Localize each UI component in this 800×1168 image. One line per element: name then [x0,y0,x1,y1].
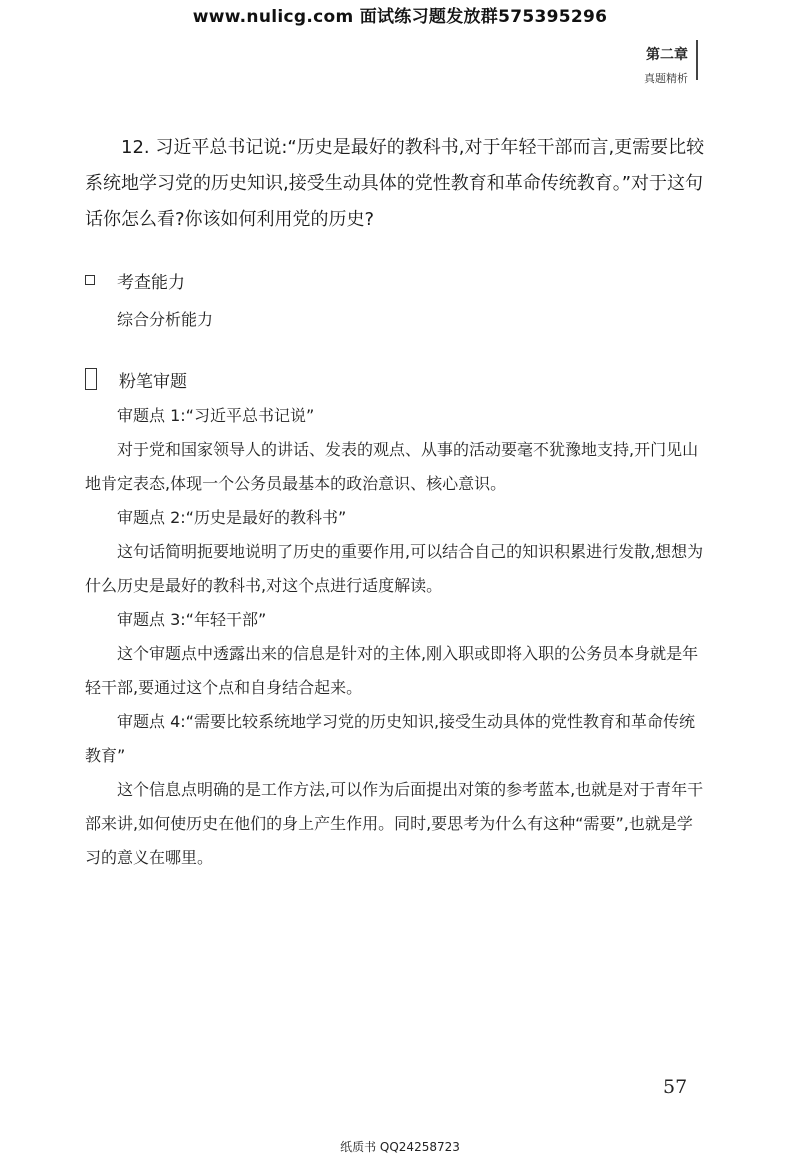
ability-heading: 考查能力 [117,272,185,293]
review-text-1: 对于党和国家领导人的讲话、发表的观点、从事的活动要毫不犹豫地支持,开门见山地肯定表态,体现一个公务员最基本的政治意识、核心意识。 [85,440,699,493]
review-heading-row [85,365,705,393]
page-number: 57 [663,1076,688,1098]
chapter-subtitle: 真题精析 [644,72,688,85]
watermark-header: www.nulicg.com 面试练习题发放群575395296 [192,7,608,27]
review-point-4: 审题点 4:“需要比较系统地学习党的历史知识,接受生动具体的党性教育和革命传统教育” [85,712,696,765]
chapter-title: 第二章 [646,47,688,63]
question-text: 12. 习近平总书记说:“历史是最好的教科书,对于年轻干部而言,更需要比较系统地学习党的历史知识,接受生动具体的党性教育和革命传统教育。”对于这句话你怎么看?你该如何利用党的历史? [85,137,705,230]
chapter-divider [696,40,698,80]
footer-note: 纸质书 QQ24258723 [340,1140,460,1154]
ability-text: 综合分析能力 [117,310,214,329]
review-body [85,399,705,875]
review-text-4: 这个信息点明确的是工作方法,可以作为后面提出对策的参考蓝本,也就是对于青年干部来讲,如何使历史在他们的身上产生作用。同时,要思考为什么有这种“需要”,也就是学习的意义在哪里。 [85,780,704,867]
pencil-icon [85,368,97,390]
review-point-2: 审题点 2:“历史是最好的教科书” [117,508,347,527]
review-text-3: 这个审题点中透露出来的信息是针对的主体,刚入职或即将入职的公务员本身就是年轻干部,要通过这个点和自身结合起来。 [85,644,699,697]
ability-section [85,266,705,334]
bookmark-icon [85,275,95,285]
review-heading: 粉笔审题 [119,371,187,392]
review-section [85,365,705,875]
review-point-3: 审题点 3:“年轻干部” [117,610,267,629]
review-text-2: 这句话简明扼要地说明了历史的重要作用,可以结合自己的知识积累进行发散,想想为什么历史是最好的教科书,对这个点进行适度解读。 [85,542,704,595]
review-point-1: 审题点 1:“习近平总书记说” [117,406,315,425]
ability-heading-row [85,266,705,294]
